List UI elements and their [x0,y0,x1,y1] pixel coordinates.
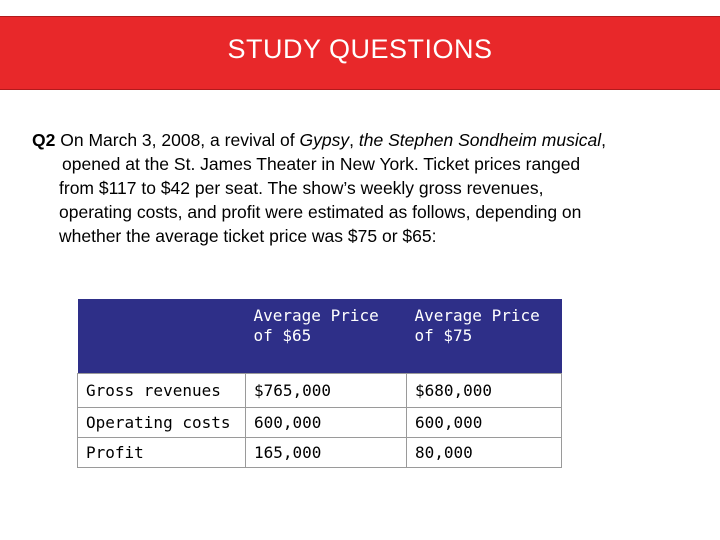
question-line-3: from $117 to $42 per seat. The show’s weekly gross revenues, [59,178,544,198]
cell-value: 600,000 [246,408,407,438]
cell-value: 80,000 [407,438,562,468]
question-line-4: operating costs, and profit were estimated as follows, depending on [59,202,582,222]
question-label: Q2 [32,130,56,150]
top-margin [0,0,720,16]
data-table [77,299,562,468]
question-line-5: whether the average ticket price was $75 or $65: [59,226,437,246]
row-label: Gross revenues [78,374,246,408]
question-line-1 [32,128,692,152]
line1-end: , [601,130,606,150]
table-row [78,438,562,468]
header-corner-cell [78,299,246,374]
row-label: Profit [78,438,246,468]
header-price-65-line1: Average Price [253,306,379,325]
cell-value: 165,000 [246,438,407,468]
header-price-75-line1: Average Price [414,306,540,325]
header-price-65 [246,299,407,374]
header-price-75 [407,299,562,374]
financials-table [77,299,562,468]
cell-value: $680,000 [407,374,562,408]
row-label: Operating costs [78,408,246,438]
show-title: Gypsy [299,130,350,150]
table-header [78,299,562,374]
title-separator: , [349,130,359,150]
table-body [78,374,562,468]
question-line-2: opened at the St. James Theater in New York. Ticket prices ranged [62,154,581,174]
header-price-65-line2: of $65 [253,326,312,345]
question-text [32,128,692,248]
cell-value: 600,000 [407,408,562,438]
header-row [78,299,562,374]
header-price-75-line2: of $75 [414,326,473,345]
show-subtitle: the Stephen Sondheim musical [358,130,602,150]
table-row [78,408,562,438]
page-title: STUDY QUESTIONS [227,34,493,64]
table-row [78,374,562,408]
cell-value: $765,000 [246,374,407,408]
question-intro: On March 3, 2008, a revival of [60,130,295,150]
